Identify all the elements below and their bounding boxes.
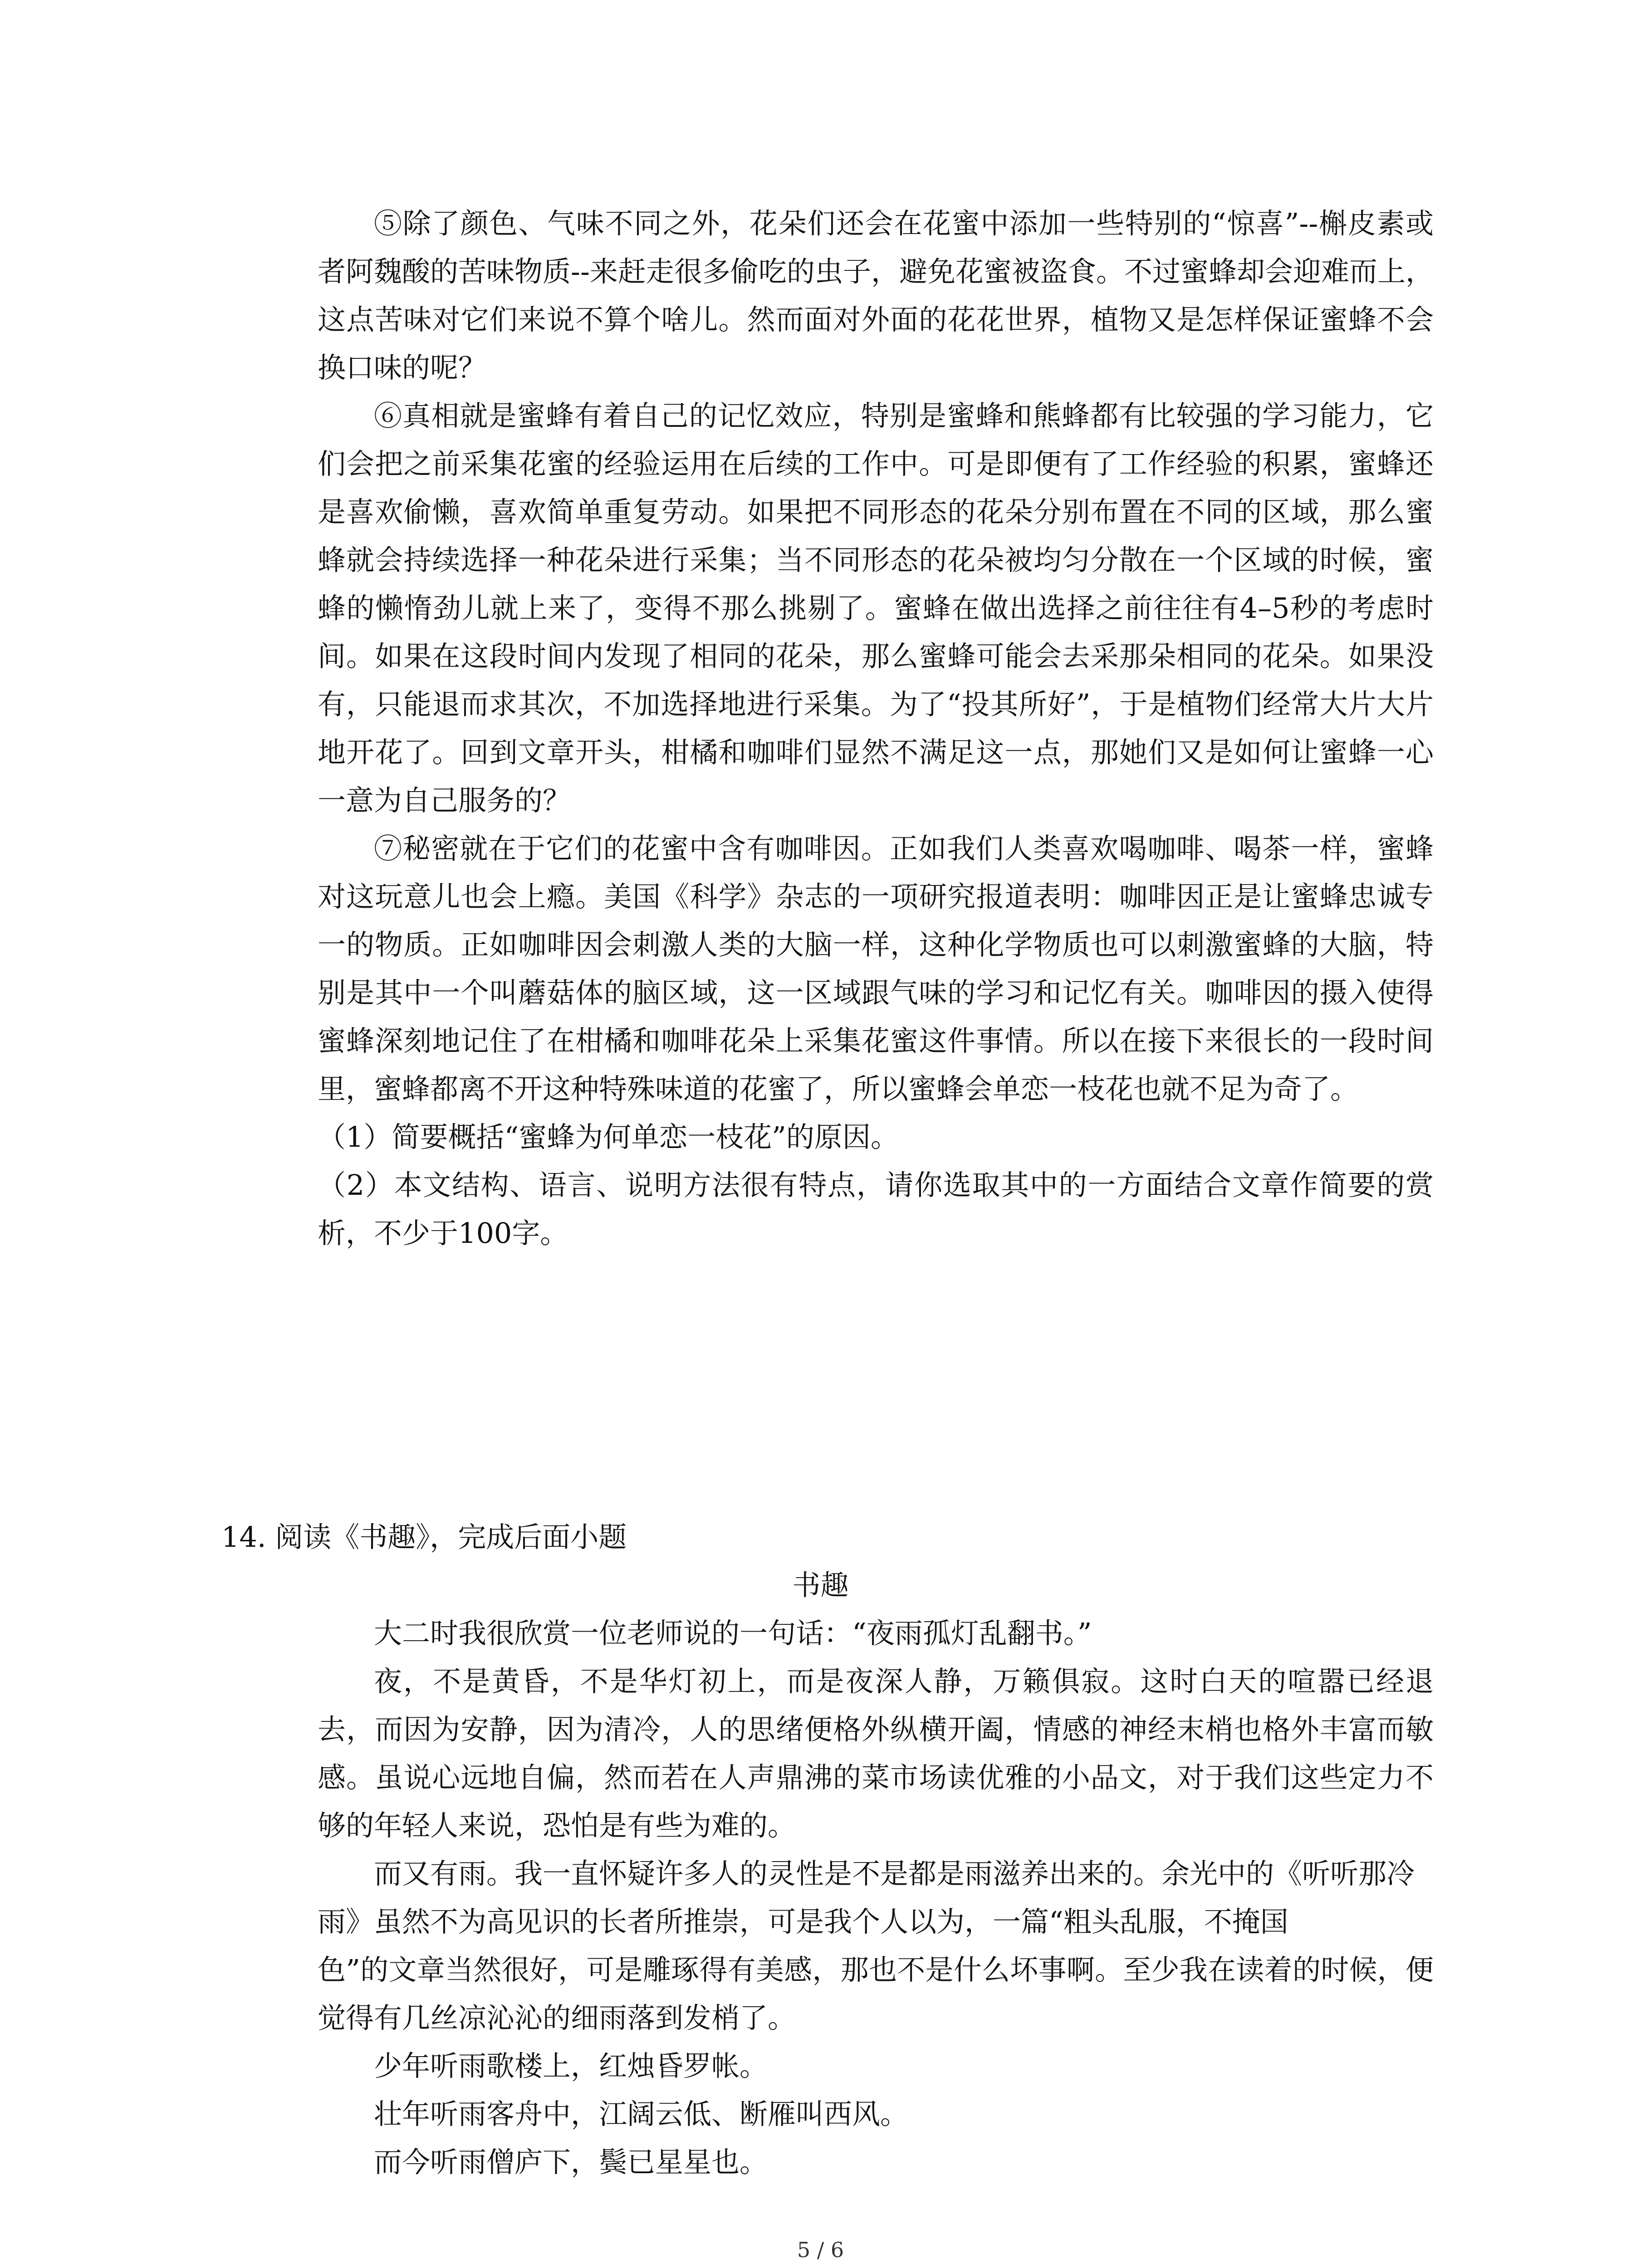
question-2: （2）本文结构、语言、说明方法很有特点，请你选取其中的一方面结合文章作简要的赏析，不少于100字。 — [318, 1168, 1434, 1250]
poem-line-1: 少年听雨歌楼上，红烛昏罗帐。 — [374, 2049, 768, 2082]
bee-passage — [318, 200, 1434, 1257]
paragraph-7: ⑦秘密就在于它们的花蜜中含有咖啡因。正如我们人类喜欢喝咖啡、喝茶一样，蜜蜂对这玩意儿也会上瘾。美国《科学》杂志的一项研究报道表明：咖啡因正是让蜜蜂忠诚专一的物质。正如咖啡因会刺激人类的大脑一样，这种化学物质也可以刺激蜜蜂的大脑，特别是其中一个叫蘑菇体的脑区域，这一区域跟气味的学习和记忆有关。咖啡因的摄入使得蜜蜂深刻地记住了在柑橘和咖啡花朵上采集花蜜这件事情。所以在接下来很长的一段时间里，蜜蜂都离不开这种特殊味道的花蜜了，所以蜜蜂会单恋一枝花也就不足为奇了。 — [318, 832, 1434, 1105]
question-14-heading: 14. 阅读《书趣》，完成后面小题 — [221, 1520, 627, 1554]
essay-paragraph-1: 大二时我很欣赏一位老师说的一句话：“夜雨孤灯乱翻书。” — [374, 1617, 1092, 1650]
essay-body — [318, 1609, 1434, 2186]
paragraph-6: ⑥真相就是蜜蜂有着自己的记忆效应，特别是蜜蜂和熊蜂都有比较强的学习能力，它们会把之前采集花蜜的经验运用在后续的工作中。可是即便有了工作经验的积累，蜜蜂还是喜欢偷懒，喜欢简单重复劳动。如果把不同形态的花朵分别布置在不同的区域，那么蜜蜂就会持续选择一种花朵进行采集；当不同形态的花朵被均匀分散在一个区域的时候，蜜蜂的懒惰劲儿就上来了，变得不那么挑剔了。蜜蜂在做出选择之前往往有4–5秒的考虑时间。如果在这段时间内发现了相同的花朵，那么蜜蜂可能会去采那朵相同的花朵。如果没有，只能退而求其次，不加选择地进行采集。为了“投其所好”，于是植物们经常大片大片地开花了。回到文章开头，柑橘和咖啡们显然不满足这一点，那她们又是如何让蜜蜂一心一意为自己服务的？ — [318, 399, 1434, 817]
essay-paragraph-3a: 而又有雨。我一直怀疑许多人的灵性是不是都是雨滋养出来的。余光中的《听听那冷雨》虽然不为高见识的长者所推崇，可是我个人以为，一篇“粗头乱服，不掩国 — [318, 1857, 1415, 1938]
essay-paragraph-3b: 色”的文章当然很好，可是雕琢得有美感，那也不是什么坏事啊。至少我在读着的时候，便觉得有几丝凉沁沁的细雨落到发梢了。 — [318, 1953, 1434, 2034]
essay-title: 书趣 — [792, 1569, 849, 1602]
paragraph-5: ⑤除了颜色、气味不同之外，花朵们还会在花蜜中添加一些特别的“惊喜”--槲皮素或者阿魏酸的苦味物质--来赶走很多偷吃的虫子，避免花蜜被盗食。不过蜜蜂却会迎难而上，这点苦味对它们来说不算个啥儿。然而面对外面的花花世界，植物又是怎样保证蜜蜂不会换口味的呢？ — [318, 207, 1434, 384]
essay-paragraph-2: 夜，不是黄昏，不是华灯初上，而是夜深人静，万籁俱寂。这时白天的喧嚣已经退去，而因为安静，因为清冷，人的思绪便格外纵横开阖，情感的神经末梢也格外丰富而敏感。虽说心远地自偏，然而若在人声鼎沸的菜市场读优雅的小品文，对于我们这些定力不够的年轻人来说，恐怕是有些为难的。 — [318, 1665, 1434, 1842]
poem-line-3: 而今听雨僧庐下，鬓已星星也。 — [374, 2146, 768, 2179]
poem-line-2: 壮年听雨客舟中，江阔云低、断雁叫西风。 — [374, 2097, 909, 2131]
page-number: 5 / 6 — [797, 2238, 844, 2262]
question-1: （1）简要概括“蜜蜂为何单恋一枝花”的原因。 — [318, 1120, 899, 1154]
